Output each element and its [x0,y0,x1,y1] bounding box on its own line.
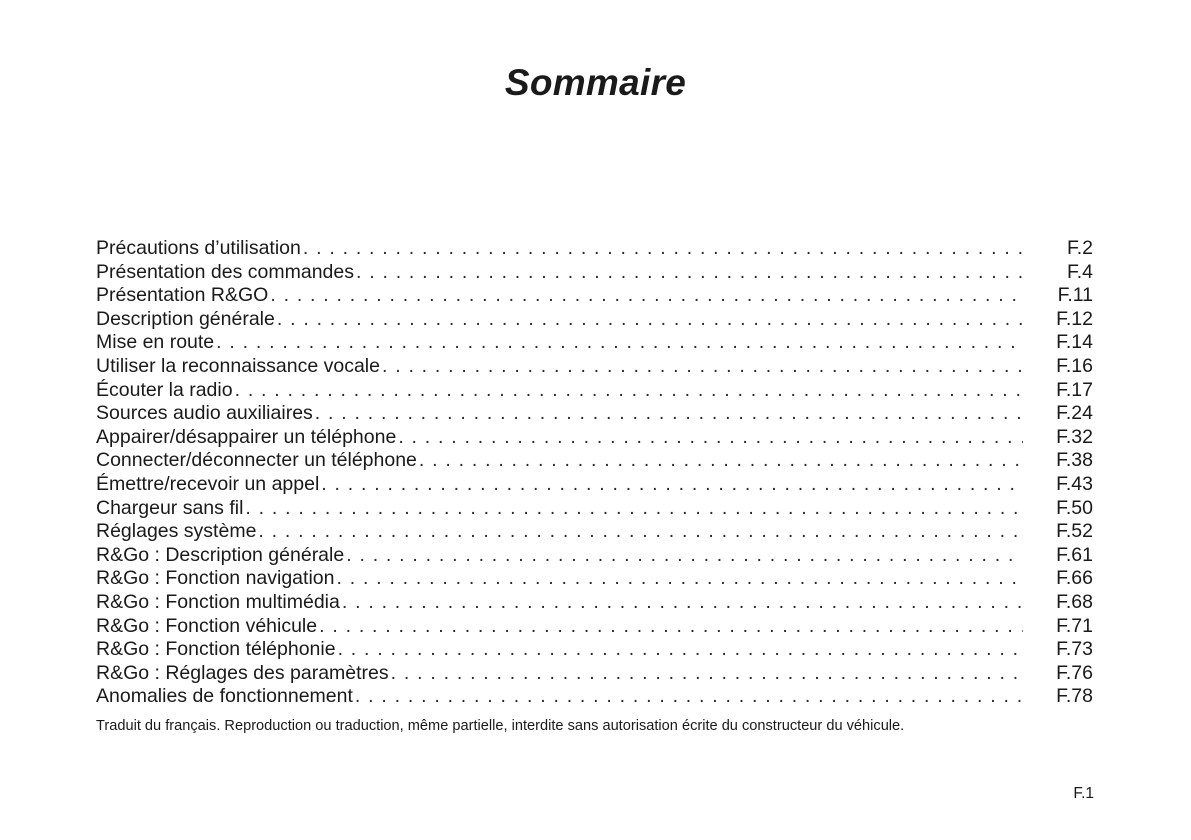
dot-leader [256,520,1023,543]
dot-leader [233,379,1023,402]
toc-entry[interactable] [96,308,1093,332]
toc-entry[interactable] [96,355,1093,379]
toc-entry[interactable] [96,331,1093,355]
toc-entry-page: F.38 [1056,449,1093,472]
toc-entry[interactable] [96,567,1093,591]
dot-leader [396,426,1023,449]
toc-entry[interactable] [96,685,1093,709]
toc-entry-label: R&Go : Réglages des paramètres [96,661,389,684]
toc-entry[interactable] [96,402,1093,426]
toc-entry[interactable] [96,544,1093,568]
toc-entry-page: F.24 [1056,402,1093,425]
toc-entry-label: Émettre/recevoir un appel [96,472,320,495]
toc-entry[interactable] [96,638,1093,662]
toc-entry[interactable] [96,379,1093,403]
toc-entry[interactable] [96,426,1093,450]
table-of-contents [96,237,1093,709]
toc-entry-label: R&Go : Fonction véhicule [96,614,318,637]
toc-entry-label: R&Go : Description générale [96,543,345,566]
toc-entry-page: F.66 [1056,567,1093,590]
toc-entry-label: Présentation R&GO [96,284,269,307]
toc-entry[interactable] [96,473,1093,497]
toc-entry[interactable] [96,497,1093,521]
toc-entry-label: Précautions d’utilisation [96,237,301,259]
dot-leader [353,685,1023,708]
dot-leader [313,402,1023,425]
toc-entry-label: R&Go : Fonction téléphonie [96,638,336,661]
toc-entry[interactable] [96,237,1093,261]
toc-entry-page: F.2 [1066,237,1093,259]
toc-entry-label: Appairer/désappairer un téléphone [96,425,397,448]
toc-entry-page: F.16 [1056,354,1093,377]
page-title: Sommaire [504,62,687,103]
dot-leader [334,567,1023,590]
toc-entry-page: F.11 [1057,284,1093,307]
toc-entry-page: F.71 [1056,614,1093,637]
toc-entry-label: Connecter/déconnecter un téléphone [96,449,417,472]
dot-leader [336,638,1023,661]
dot-leader [417,449,1023,472]
toc-entry-page: F.14 [1056,331,1093,354]
dot-leader [275,308,1023,331]
dot-leader [268,284,1023,307]
toc-entry-page: F.76 [1056,661,1093,684]
toc-entry[interactable] [96,662,1093,686]
toc-entry[interactable] [96,449,1093,473]
page-number: F.1 [1073,785,1094,802]
toc-entry-page: F.68 [1056,590,1093,613]
toc-entry-label: Réglages système [96,520,257,543]
toc-entry-label: Chargeur sans fil [96,496,244,519]
dot-leader [344,544,1023,567]
toc-entry-page: F.32 [1056,425,1093,448]
toc-entry-page: F.50 [1056,496,1093,519]
toc-entry[interactable] [96,615,1093,639]
toc-entry[interactable] [96,520,1093,544]
toc-entry-label: R&Go : Fonction multimédia [96,590,340,613]
toc-entry-page: F.17 [1056,378,1093,401]
dot-leader [214,331,1023,354]
toc-entry-label: Sources audio auxiliaires [96,402,313,425]
toc-entry[interactable] [96,591,1093,615]
dot-leader [354,261,1023,284]
toc-entry[interactable] [96,261,1093,285]
dot-leader [301,237,1023,260]
dot-leader [319,473,1023,496]
toc-entry-label: Description générale [96,307,275,330]
toc-entry-label: Écouter la radio [96,378,233,401]
toc-entry-page: F.43 [1056,472,1093,495]
toc-entry-page: F.52 [1056,520,1093,543]
toc-entry-label: R&Go : Fonction navigation [96,567,335,590]
dot-leader [389,662,1023,685]
toc-entry-label: Présentation des commandes [96,260,354,283]
footnote: Traduit du français. Reproduction ou traduction, même partielle, interdite sans autorisation écrite du constructeur du véhicule. [96,718,905,734]
toc-entry[interactable] [96,284,1093,308]
dot-leader [380,355,1023,378]
toc-entry-page: F.12 [1056,307,1093,330]
toc-entry-label: Anomalies de fonctionnement [96,685,353,708]
dot-leader [317,615,1023,638]
toc-entry-label: Mise en route [96,331,215,354]
toc-entry-page: F.61 [1056,543,1093,566]
toc-entry-page: F.73 [1056,638,1093,661]
toc-entry-page: F.4 [1066,260,1093,283]
dot-leader [340,591,1023,614]
dot-leader [243,497,1023,520]
toc-entry-label: Utiliser la reconnaissance vocale [96,354,380,377]
toc-entry-page: F.78 [1056,685,1093,708]
